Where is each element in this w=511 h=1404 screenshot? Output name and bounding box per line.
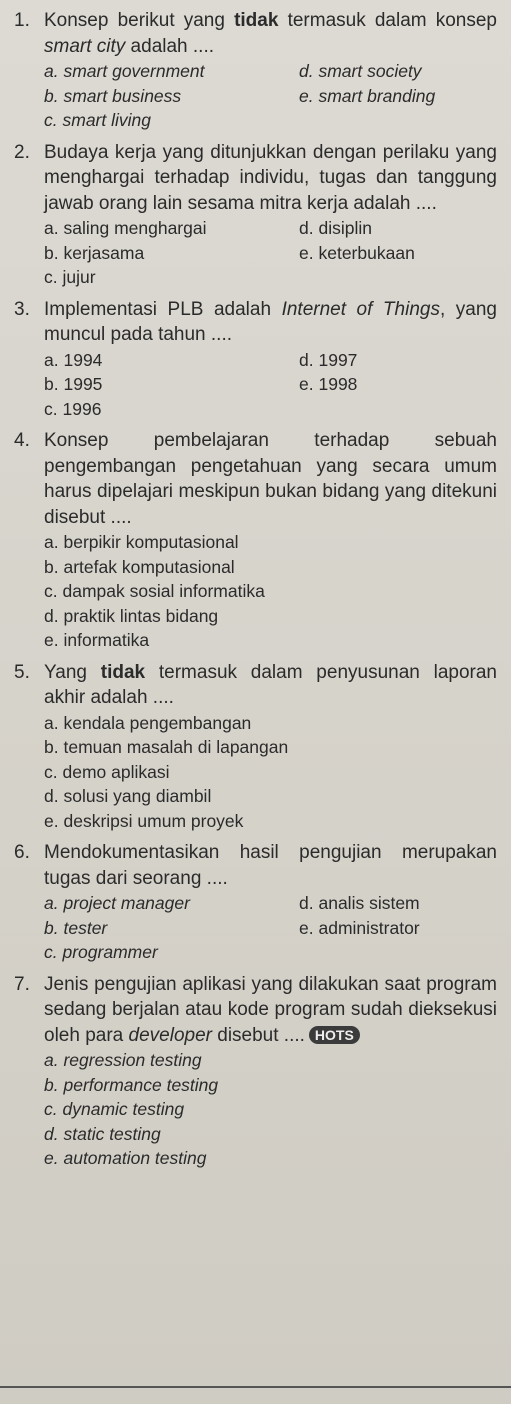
option-text: automation testing [63, 1148, 207, 1168]
option-d[interactable] [299, 348, 357, 373]
option-letter: d. [299, 349, 314, 370]
option-letter: c. [44, 398, 58, 419]
option-text: 1994 [63, 349, 103, 370]
question-stem: Budaya kerja yang ditunjukkan dengan perilaku yang menghargai terhadap individu, tugas dan tanggung jawab orang lain sesama mitra kerja adalah .... [44, 141, 497, 214]
option-letter: a. [44, 218, 59, 238]
option-text: programmer [62, 942, 158, 962]
question-number: 6. [14, 842, 30, 863]
question-7 [14, 972, 497, 1171]
stem-text-part: adalah .... [125, 35, 215, 57]
option-text: berpikir komputasional [63, 532, 239, 552]
option-text: regression testing [63, 1050, 202, 1070]
option-letter: b. [44, 85, 59, 106]
option-c[interactable] [44, 108, 299, 133]
option-text: informatika [63, 630, 150, 650]
option-d[interactable] [44, 1122, 497, 1147]
option-c[interactable] [44, 760, 497, 785]
stem-text-part: Jenis pengujian aplikasi yang dilakukan saat program sedang berjalan atau kode program sudah dieksekusi oleh para [44, 973, 497, 1046]
question-stem [44, 8, 497, 59]
option-text: smart government [63, 61, 205, 81]
option-b[interactable] [44, 555, 497, 580]
stem-text-part: disebut .... [211, 1024, 305, 1046]
option-text: 1996 [62, 398, 102, 419]
option-a[interactable] [44, 1048, 497, 1073]
option-e[interactable] [299, 241, 415, 266]
option-letter: b. [44, 374, 59, 394]
option-text: static testing [63, 1123, 161, 1144]
option-letter: c. [44, 110, 58, 130]
option-text: praktik lintas bidang [63, 605, 219, 626]
question-number: 7. [14, 973, 30, 995]
option-text: smart living [62, 110, 151, 130]
option-e[interactable] [44, 1146, 497, 1171]
option-letter: c. [44, 942, 58, 962]
stem-emphasis: tidak [100, 661, 146, 683]
option-letter: d. [44, 786, 59, 806]
option-letter: b. [44, 556, 59, 577]
stem-italic-term: Internet of Things [281, 298, 440, 320]
option-letter: b. [44, 737, 59, 757]
option-text: kerjasama [63, 242, 145, 263]
option-letter: c. [44, 267, 58, 287]
option-letter: d. [299, 893, 314, 913]
option-a[interactable] [44, 711, 497, 736]
option-text: smart business [63, 85, 182, 106]
question-4 [14, 428, 497, 653]
stem-italic-term: developer [128, 1024, 212, 1046]
option-letter: a. [44, 1050, 59, 1070]
option-b[interactable] [44, 1073, 497, 1098]
question-number: 2. [14, 141, 30, 163]
option-d[interactable] [299, 59, 422, 84]
option-c[interactable] [44, 579, 497, 604]
option-letter: a. [44, 61, 59, 81]
option-letter: e. [299, 374, 314, 394]
option-text: temuan masalah di lapangan [63, 737, 289, 757]
option-text: performance testing [63, 1074, 219, 1095]
option-letter: e. [44, 1148, 59, 1168]
question-number: 4. [14, 430, 30, 451]
stem-text-part: termasuk dalam konsep [278, 10, 497, 31]
option-text: analis sistem [318, 893, 420, 913]
option-e[interactable] [299, 372, 357, 397]
option-text: jujur [62, 267, 96, 287]
stem-text-part: , yang muncul pada tahun .... [44, 298, 497, 345]
option-letter: c. [44, 761, 58, 782]
option-a[interactable] [44, 59, 299, 84]
question-number: 5. [14, 661, 30, 683]
question-6 [14, 840, 497, 965]
hots-badge: HOTS [309, 1026, 360, 1044]
option-letter: a. [44, 712, 59, 733]
option-text: smart society [318, 61, 422, 81]
question-number: 3. [14, 298, 30, 320]
stem-italic-term: smart city [44, 35, 126, 57]
option-letter: c. [44, 1099, 58, 1119]
option-text: saling menghargai [63, 218, 207, 238]
option-text: artefak komputasional [63, 556, 235, 577]
question-5 [14, 660, 497, 834]
option-b[interactable] [44, 241, 299, 266]
option-text: 1997 [318, 349, 358, 370]
option-b[interactable] [44, 916, 299, 941]
question-stem [44, 297, 497, 348]
option-letter: c. [44, 581, 58, 601]
option-text: administrator [318, 917, 420, 938]
option-d[interactable] [299, 216, 372, 241]
option-e[interactable] [299, 84, 435, 109]
bottom-divider [0, 1386, 511, 1388]
option-text: deskripsi umum proyek [63, 810, 244, 831]
option-d[interactable] [44, 604, 497, 629]
question-stem: Mendokumentasikan hasil pengujian merupakan tugas dari seorang .... [44, 842, 497, 889]
option-text: smart branding [318, 85, 436, 106]
option-text: dynamic testing [62, 1099, 185, 1119]
option-c[interactable] [44, 1097, 497, 1122]
option-text: solusi yang diambil [63, 786, 212, 806]
option-letter: d. [299, 61, 314, 81]
stem-text-part: Konsep berikut yang [44, 10, 235, 31]
option-e[interactable] [44, 628, 497, 653]
option-letter: a. [44, 893, 59, 913]
option-a[interactable] [44, 348, 299, 373]
option-text: keterbukaan [318, 242, 415, 263]
option-letter: a. [44, 532, 59, 552]
option-c[interactable] [44, 397, 299, 422]
stem-text-part: Yang [44, 661, 101, 683]
option-letter: e. [44, 810, 59, 831]
question-stem [44, 972, 497, 1049]
option-e[interactable] [299, 916, 420, 941]
question-stem [44, 660, 497, 711]
option-a[interactable] [44, 530, 497, 555]
option-text: kendala pengembangan [63, 712, 252, 733]
option-letter: d. [299, 218, 314, 238]
stem-emphasis: tidak [234, 10, 279, 31]
option-text: 1995 [63, 374, 103, 394]
option-c[interactable] [44, 265, 299, 290]
option-letter: b. [44, 917, 59, 938]
option-text: demo aplikasi [62, 761, 170, 782]
question-1 [14, 8, 497, 133]
option-e[interactable] [44, 809, 497, 834]
option-text: 1998 [318, 374, 358, 394]
option-letter: d. [44, 605, 59, 626]
option-b[interactable] [44, 372, 299, 397]
option-text: tester [63, 917, 108, 938]
stem-text-part: termasuk dalam penyusunan laporan akhir adalah .... [44, 661, 498, 708]
option-letter: e. [299, 917, 314, 938]
option-d[interactable] [44, 784, 497, 809]
question-stem: Konsep pembelajaran terhadap sebuah pengembangan pengetahuan yang secara umum harus dipelajari meskipun bukan bidang yang ditekuni disebut .... [44, 430, 497, 528]
option-d[interactable] [299, 891, 420, 916]
option-a[interactable] [44, 891, 299, 916]
option-text: disiplin [318, 218, 372, 238]
option-letter: b. [44, 242, 59, 263]
question-number: 1. [14, 10, 30, 31]
option-a[interactable] [44, 216, 299, 241]
option-text: dampak sosial informatika [62, 581, 265, 601]
option-letter: b. [44, 1074, 59, 1095]
option-letter: d. [44, 1123, 59, 1144]
option-letter: a. [44, 349, 59, 370]
option-text: project manager [63, 893, 190, 913]
option-letter: e. [299, 242, 314, 263]
stem-text-part: Implementasi PLB adalah [44, 298, 282, 320]
option-b[interactable] [44, 84, 299, 109]
question-3 [14, 297, 497, 422]
option-letter: e. [44, 630, 59, 650]
option-b[interactable] [44, 735, 497, 760]
option-c[interactable] [44, 940, 299, 965]
question-2 [14, 140, 497, 290]
option-letter: e. [299, 85, 314, 106]
